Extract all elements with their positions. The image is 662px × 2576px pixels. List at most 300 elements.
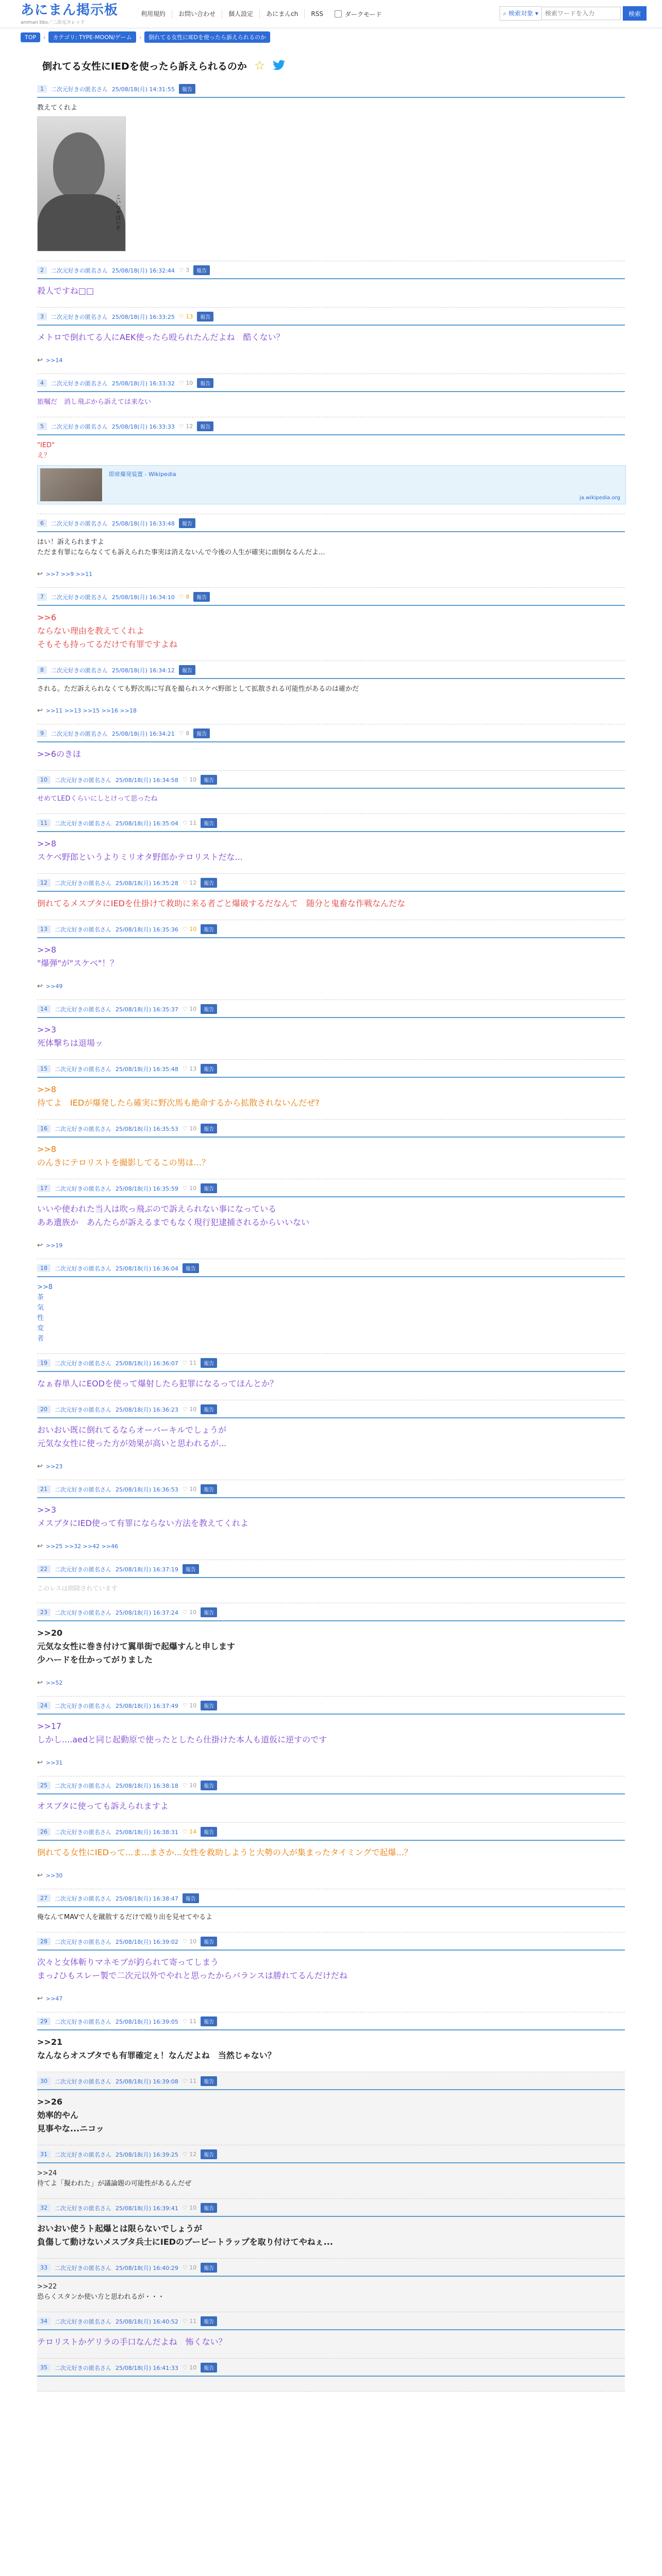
report-button[interactable]: 報告 <box>201 2363 217 2372</box>
post-divider <box>37 1077 625 1078</box>
report-button[interactable]: 報告 <box>201 1004 217 1014</box>
report-button[interactable]: 報告 <box>179 665 195 675</box>
post <box>37 1823 625 1889</box>
like-count-value: 8 <box>186 594 190 600</box>
post <box>37 661 625 724</box>
site-logo[interactable] <box>21 3 118 25</box>
like-count[interactable] <box>179 730 189 737</box>
report-button[interactable]: 報告 <box>201 1607 217 1617</box>
post-line: 旅嘱だ 消し飛ぶから訴えては来ない <box>37 398 152 406</box>
nav-terms[interactable]: 利用規約 <box>141 10 166 18</box>
post-divider <box>37 1276 625 1277</box>
post-number[interactable]: 10 <box>37 776 51 784</box>
post-number[interactable]: 32 <box>37 2204 51 2212</box>
poster-name: 二次元好きの匿名さん <box>55 926 111 933</box>
like-count-value: 12 <box>189 2151 197 2158</box>
post-number[interactable]: 9 <box>37 730 47 737</box>
report-button[interactable]: 報告 <box>183 1564 199 1574</box>
like-count[interactable] <box>183 1609 196 1616</box>
post-date: 25/08/18(月) 16:35:04 <box>115 820 178 827</box>
post-line: 少ハードを仕かってがりました <box>37 1655 153 1665</box>
post-date: 25/08/18(月) 16:39:25 <box>115 2151 178 2158</box>
poster-name: 二次元好きの匿名さん <box>55 2151 111 2158</box>
top-nav <box>135 9 329 19</box>
post-line[interactable]: >>8 <box>37 1084 56 1094</box>
post-body <box>37 2222 625 2249</box>
like-count[interactable] <box>183 2018 196 2025</box>
post-number[interactable]: 15 <box>37 1065 51 1073</box>
report-button[interactable]: 報告 <box>197 312 213 321</box>
poster-name: 二次元好きの匿名さん <box>55 1609 111 1616</box>
poster-name: 二次元好きの匿名さん <box>55 1895 111 1902</box>
reply-links <box>37 1995 625 2003</box>
report-button[interactable]: 報告 <box>201 2076 217 2086</box>
reply-arrow-icon: ↩ <box>37 1463 43 1470</box>
like-count[interactable] <box>179 380 193 386</box>
report-button[interactable]: 報告 <box>201 1781 217 1790</box>
post-body <box>37 1023 625 1050</box>
post-body <box>37 1202 625 1229</box>
post-list <box>16 80 646 2392</box>
post-line: 恐らくスタンか使い方と思われるが・・・ <box>37 2293 165 2301</box>
post-header <box>37 1484 625 1494</box>
post <box>37 417 625 514</box>
post-number[interactable]: 16 <box>37 1125 51 1132</box>
post-body <box>37 1282 625 1344</box>
reply-arrow-icon: ↩ <box>37 357 43 364</box>
report-button[interactable]: 報告 <box>201 2316 217 2326</box>
post-number[interactable]: 35 <box>37 2364 51 2371</box>
like-count[interactable] <box>179 313 193 320</box>
post-number[interactable]: 17 <box>37 1184 51 1192</box>
search-target-select[interactable]: ⌕ 検索対象 ▾ <box>500 6 541 21</box>
post-number[interactable]: 33 <box>37 2264 51 2272</box>
post-number[interactable]: 12 <box>37 879 51 887</box>
post-number[interactable]: 14 <box>37 1005 51 1013</box>
poster-name: 二次元好きの匿名さん <box>55 2205 111 2212</box>
post-header <box>37 1607 625 1617</box>
post-number[interactable]: 34 <box>37 2317 51 2325</box>
post-body <box>37 794 625 804</box>
post-header <box>37 1701 625 1710</box>
post-header <box>37 878 625 888</box>
post-line[interactable]: >>17 <box>37 1721 62 1731</box>
dark-mode-toggle[interactable] <box>335 10 382 19</box>
post-date: 25/08/18(月) 16:35:28 <box>115 879 178 887</box>
report-button[interactable]: 報告 <box>193 265 210 275</box>
post-image[interactable] <box>37 116 126 251</box>
reply-link-list[interactable]: >>14 <box>45 357 63 364</box>
twitter-bird-icon[interactable] <box>272 60 286 71</box>
post-body <box>37 1720 625 1747</box>
post-date: 25/08/18(月) 16:37:49 <box>115 1702 178 1709</box>
post-date: 25/08/18(月) 16:36:04 <box>115 1265 178 1272</box>
post-number[interactable]: 24 <box>37 1702 51 1709</box>
reply-arrow-icon: ↩ <box>37 707 43 715</box>
like-count[interactable] <box>183 2078 196 2084</box>
post-divider <box>37 434 625 435</box>
post-body <box>37 440 625 461</box>
post-header <box>37 592 625 602</box>
post-divider <box>37 2329 625 2330</box>
post-line: しかし....aedと同じ起動原で使ったとしたら仕掛けた本人も道仮に逆すのです <box>37 1735 327 1744</box>
post-header <box>37 1358 625 1368</box>
poster-name: 二次元好きの匿名さん <box>51 267 108 274</box>
reply-arrow-icon: ↩ <box>37 570 43 578</box>
report-button[interactable]: 報告 <box>193 592 210 602</box>
post-number[interactable]: 4 <box>37 379 47 387</box>
reply-link-list[interactable]: >>30 <box>45 1872 63 1879</box>
heart-icon: ♡ <box>182 1938 188 1945</box>
reply-link-list[interactable]: >>11 >>13 >>15 >>16 >>18 <box>45 707 137 714</box>
report-button[interactable]: 報告 <box>179 84 195 94</box>
post-line[interactable]: >>3 <box>37 1505 56 1515</box>
report-button[interactable]: 報告 <box>183 1893 199 1903</box>
reply-link-list[interactable]: >>49 <box>45 983 63 990</box>
post-divider <box>37 2376 625 2377</box>
search-button[interactable]: 検索 <box>623 6 647 21</box>
post-divider <box>37 2216 625 2217</box>
post-body <box>37 1583 625 1594</box>
report-button[interactable]: 報告 <box>179 518 195 528</box>
report-button[interactable]: 報告 <box>201 1358 217 1368</box>
report-button[interactable]: 報告 <box>197 378 213 388</box>
post-line: スケベ野郎というよりミリオタ野郎かテロリストだな... <box>37 852 243 862</box>
poster-name: 二次元好きの匿名さん <box>55 1360 111 1367</box>
breadcrumb-thread[interactable]: 倒れてる女性にIEDを使ったら訴えられるのか <box>144 31 270 43</box>
post <box>37 1259 625 1354</box>
report-button[interactable]: 報告 <box>201 775 217 785</box>
post-number[interactable]: 2 <box>37 266 47 274</box>
like-count-value: 10 <box>189 2364 197 2371</box>
poster-name: 二次元好きの匿名さん <box>55 1566 111 1573</box>
heart-icon: ♡ <box>178 313 184 320</box>
report-button[interactable]: 報告 <box>201 1064 217 1074</box>
post-line: 死体撃ちは退場ッ <box>37 1038 104 1048</box>
report-button[interactable]: 報告 <box>201 1937 217 1946</box>
post-divider <box>37 1714 625 1715</box>
report-button[interactable]: 報告 <box>197 421 213 431</box>
like-count[interactable] <box>183 1486 196 1493</box>
post-line: せめてLEDくらいにしとけって思ったね <box>37 795 158 803</box>
like-count[interactable] <box>183 2151 196 2158</box>
post-line: ああ遺族か あんたらが訴えるまでもなく現行犯逮捕されるからいいない <box>37 1217 310 1227</box>
post-date: 25/08/18(月) 16:35:53 <box>115 1125 178 1132</box>
post-divider <box>37 1497 625 1498</box>
favorite-star-icon[interactable]: ☆ <box>254 58 266 73</box>
like-count[interactable] <box>183 1185 196 1192</box>
post-number[interactable]: 31 <box>37 2150 51 2158</box>
heart-icon: ♡ <box>178 594 184 600</box>
post-body <box>37 537 625 558</box>
like-count[interactable] <box>183 776 196 783</box>
post-line: なんならオスブタでも有罪確定ぇ！なんだよね 当然じゃない？ <box>37 2050 276 2060</box>
post-date: 25/08/18(月) 16:35:36 <box>115 926 178 933</box>
report-button[interactable]: 報告 <box>201 1701 217 1710</box>
post-divider <box>37 1137 625 1138</box>
like-count-value: 10 <box>189 1486 197 1493</box>
site-header <box>0 0 662 28</box>
report-button[interactable]: 報告 <box>201 1124 217 1133</box>
link-title[interactable]: 即席爆発装置 - Wikipedia <box>109 471 176 478</box>
nav-animanch[interactable]: あにまんch <box>259 9 304 19</box>
post-line[interactable]: >>8 <box>37 1283 53 1291</box>
post-date: 25/08/18(月) 16:38:47 <box>115 1895 178 1902</box>
report-button[interactable]: 報告 <box>201 1404 217 1414</box>
report-button[interactable]: 報告 <box>201 2016 217 2026</box>
post-line[interactable]: >>22 <box>37 2283 57 2291</box>
poster-name: 二次元好きの匿名さん <box>55 879 111 887</box>
post-number[interactable]: 19 <box>37 1359 51 1367</box>
reply-arrow-icon: ↩ <box>37 982 43 990</box>
report-button[interactable]: 報告 <box>201 878 217 888</box>
breadcrumb-category[interactable]: カテゴリ: TYPE-MOON/ゲーム <box>48 31 136 43</box>
post-header <box>37 1937 625 1946</box>
like-count[interactable] <box>179 594 189 600</box>
post-line: オスブタに使っても訴えられますよ <box>37 1801 169 1811</box>
post-date: 25/08/18(月) 16:34:58 <box>115 776 178 784</box>
post <box>37 1889 625 1933</box>
post-number[interactable]: 18 <box>37 1264 51 1272</box>
post-body <box>37 1912 625 1923</box>
post-date: 25/08/18(月) 16:37:24 <box>115 1609 178 1616</box>
post-divider <box>37 531 625 532</box>
post-line[interactable]: >>8 <box>37 839 56 849</box>
like-count[interactable] <box>183 879 196 886</box>
heart-icon: ♡ <box>182 1065 188 1072</box>
heart-icon: ♡ <box>182 2078 188 2084</box>
post-number[interactable]: 7 <box>37 593 47 601</box>
post-line: のんきにテロリストを撮影してるこの男は...？ <box>37 1158 210 1167</box>
post-divider <box>37 2089 625 2090</box>
logo-text[interactable]: あにまん掲示板 <box>21 2 119 18</box>
post <box>37 588 625 661</box>
like-count-value: 10 <box>189 1702 197 1709</box>
report-button[interactable]: 報告 <box>201 1484 217 1494</box>
like-count[interactable] <box>179 423 193 430</box>
post-number[interactable]: 1 <box>37 85 47 93</box>
post-divider <box>37 1793 625 1794</box>
post-body <box>37 2095 625 2136</box>
breadcrumb-separator: › <box>139 33 142 41</box>
post-body <box>37 284 625 298</box>
post-line[interactable]: >>6のきほ <box>37 749 81 759</box>
poster-name: 二次元好きの匿名さん <box>55 1185 111 1192</box>
like-count[interactable] <box>183 1782 196 1789</box>
like-count[interactable] <box>183 2364 196 2371</box>
like-count-value: 11 <box>189 2018 197 2025</box>
post-number[interactable]: 28 <box>37 1938 51 1945</box>
like-count[interactable] <box>183 1828 196 1835</box>
portrait-head <box>53 132 105 199</box>
post-line: 教えてくれよ <box>37 104 78 112</box>
reply-arrow-icon: ↩ <box>37 1759 43 1767</box>
post-number[interactable]: 21 <box>37 1485 51 1493</box>
reply-link-list[interactable]: >>31 <box>45 1759 63 1766</box>
post-line: メスブタにIED使って有罪にならない方法を教えてくれよ <box>37 1518 249 1528</box>
post-line[interactable]: >>24 <box>37 2170 57 2177</box>
report-button[interactable]: 報告 <box>201 2263 217 2273</box>
like-count[interactable] <box>183 820 196 826</box>
nav-contact[interactable]: お問い合わせ <box>172 9 222 19</box>
link-domain: ja.wikipedia.org <box>580 495 620 501</box>
post-line: おいおい使うト起爆とは限らないでしょうが <box>37 2224 203 2233</box>
report-button[interactable]: 報告 <box>201 1183 217 1193</box>
like-count-value: 10 <box>189 1406 197 1413</box>
report-button[interactable]: 報告 <box>201 818 217 828</box>
post-body <box>37 1846 625 1859</box>
like-count[interactable] <box>179 267 189 274</box>
post-header <box>37 421 625 431</box>
poster-name: 二次元好きの匿名さん <box>55 1125 111 1132</box>
post-line[interactable]: >>21 <box>37 2037 63 2047</box>
reply-arrow-icon: ↩ <box>37 1543 43 1550</box>
like-count[interactable] <box>183 1406 196 1413</box>
post-number[interactable]: 11 <box>37 819 51 827</box>
post-header <box>37 2149 625 2159</box>
post-header <box>37 924 625 934</box>
post-number[interactable]: 13 <box>37 925 51 933</box>
post-number[interactable]: 30 <box>37 2077 51 2085</box>
dark-mode-checkbox[interactable] <box>335 10 342 18</box>
post-line: 茶 <box>37 1294 44 1301</box>
like-count[interactable] <box>183 1065 196 1072</box>
post-number[interactable]: 5 <box>37 422 47 430</box>
reply-link-list[interactable]: >>19 <box>45 1242 63 1249</box>
post-header <box>37 1781 625 1790</box>
post-divider <box>37 937 625 938</box>
heart-icon: ♡ <box>182 776 188 783</box>
report-button[interactable]: 報告 <box>183 1263 199 1273</box>
like-count[interactable] <box>183 1360 196 1366</box>
poster-name: 二次元好きの匿名さん <box>51 520 108 527</box>
reply-link-list[interactable]: >>25 >>32 >>42 >>46 <box>45 1543 119 1550</box>
post <box>37 1480 625 1560</box>
like-count[interactable] <box>183 2318 196 2325</box>
post-line: まっ♪ひもスレー製で二次元以外でやれと思ったからバランスは勝れてるんだけだね <box>37 1971 347 1980</box>
post-number[interactable]: 23 <box>37 1608 51 1616</box>
heart-icon: ♡ <box>178 267 184 274</box>
post <box>37 2012 625 2072</box>
post-number[interactable]: 22 <box>37 1565 51 1573</box>
post-header <box>37 818 625 828</box>
post-header <box>37 2263 625 2273</box>
breadcrumb-top[interactable]: TOP <box>21 32 40 42</box>
post-line[interactable]: >>20 <box>37 1628 63 1638</box>
post-header <box>37 775 625 785</box>
post-number[interactable]: 8 <box>37 666 47 674</box>
nav-rss[interactable]: RSS <box>304 9 329 19</box>
post-number[interactable]: 6 <box>37 519 47 527</box>
reply-link-list[interactable]: >>52 <box>45 1680 63 1686</box>
post <box>37 1560 625 1603</box>
like-count[interactable] <box>183 1702 196 1709</box>
report-button[interactable]: 報告 <box>201 1827 217 1837</box>
heart-icon: ♡ <box>182 1006 188 1012</box>
post-number[interactable]: 3 <box>37 313 47 320</box>
report-button[interactable]: 報告 <box>193 728 210 738</box>
post-body <box>37 897 625 910</box>
post-line: いいや使われた当人は吹っ飛ぶので訴えられない事になっている <box>37 1204 277 1214</box>
like-count[interactable] <box>183 2264 196 2271</box>
post-number[interactable]: 20 <box>37 1405 51 1413</box>
post-header <box>37 1263 625 1273</box>
logo-subtext: animan bbs／二次元スレッド <box>21 20 85 25</box>
heart-icon: ♡ <box>178 380 184 386</box>
link-preview-card[interactable] <box>37 465 626 504</box>
post-body <box>37 1083 625 1110</box>
like-count[interactable] <box>183 1125 196 1132</box>
post-number[interactable]: 25 <box>37 1782 51 1789</box>
search-input[interactable] <box>541 7 621 20</box>
post-body <box>37 331 625 344</box>
like-count[interactable] <box>183 926 196 933</box>
report-button[interactable]: 報告 <box>201 2203 217 2213</box>
post-body <box>37 1377 625 1391</box>
post-date: 25/08/18(月) 16:33:33 <box>112 423 175 430</box>
post-divider <box>37 788 625 789</box>
post-divider <box>37 2029 625 2030</box>
like-count-value: 10 <box>189 1125 197 1132</box>
post-date: 25/08/18(月) 16:40:52 <box>115 2318 178 2325</box>
post-date: 25/08/18(月) 16:32:44 <box>112 267 175 274</box>
post-line[interactable]: >>6 <box>37 613 56 622</box>
poster-name: 二次元好きの匿名さん <box>51 423 108 430</box>
reply-links <box>37 1872 625 1879</box>
reply-links <box>37 707 625 715</box>
reply-link-list[interactable]: >>47 <box>45 1995 63 2002</box>
report-button[interactable]: 報告 <box>201 2149 217 2159</box>
post-header <box>37 1183 625 1193</box>
post-body <box>37 611 625 651</box>
reply-link-list[interactable]: >>23 <box>45 1463 63 1470</box>
post-divider <box>37 1950 625 1951</box>
post-divider <box>37 2162 625 2163</box>
post-number[interactable]: 27 <box>37 1894 51 1902</box>
like-count[interactable] <box>183 1006 196 1012</box>
like-count[interactable] <box>183 1938 196 1945</box>
report-button[interactable]: 報告 <box>201 924 217 934</box>
post-line[interactable]: >>8 <box>37 1144 56 1154</box>
post-line[interactable]: >>8 <box>37 945 56 955</box>
post-number[interactable]: 29 <box>37 2018 51 2025</box>
post-line: ならない理由を教えてくれよ <box>37 626 145 636</box>
like-count[interactable] <box>183 2205 196 2211</box>
poster-name: 二次元好きの匿名さん <box>55 2018 111 2025</box>
post-header <box>37 2363 625 2372</box>
nav-settings[interactable]: 個人設定 <box>222 9 259 19</box>
post-date: 25/08/18(月) 14:31:55 <box>112 86 175 93</box>
post-header <box>37 1064 625 1074</box>
post-line: え？ <box>37 452 51 460</box>
reply-arrow-icon: ↩ <box>37 1679 43 1687</box>
post-line: なぁ春単人にEODを使って爆射したら犯罪になるってほんとか？ <box>37 1379 278 1388</box>
post <box>37 308 625 374</box>
like-count-value: 11 <box>189 2078 197 2084</box>
poster-name: 二次元好きの匿名さん <box>55 2318 111 2325</box>
post-line[interactable]: >>26 <box>37 2097 63 2107</box>
reply-link-list[interactable]: >>7 >>9 >>11 <box>45 571 93 578</box>
heart-icon: ♡ <box>182 2318 188 2325</box>
post-date: 25/08/18(月) 16:38:31 <box>115 1828 178 1836</box>
post-line[interactable]: >>3 <box>37 1025 56 1035</box>
reply-links <box>37 570 625 578</box>
post-number[interactable]: 26 <box>37 1828 51 1836</box>
post <box>37 1354 625 1400</box>
poster-name: 二次元好きの匿名さん <box>55 820 111 827</box>
heart-icon: ♡ <box>182 1702 188 1709</box>
poster-name: 二次元好きの匿名さん <box>51 667 108 674</box>
